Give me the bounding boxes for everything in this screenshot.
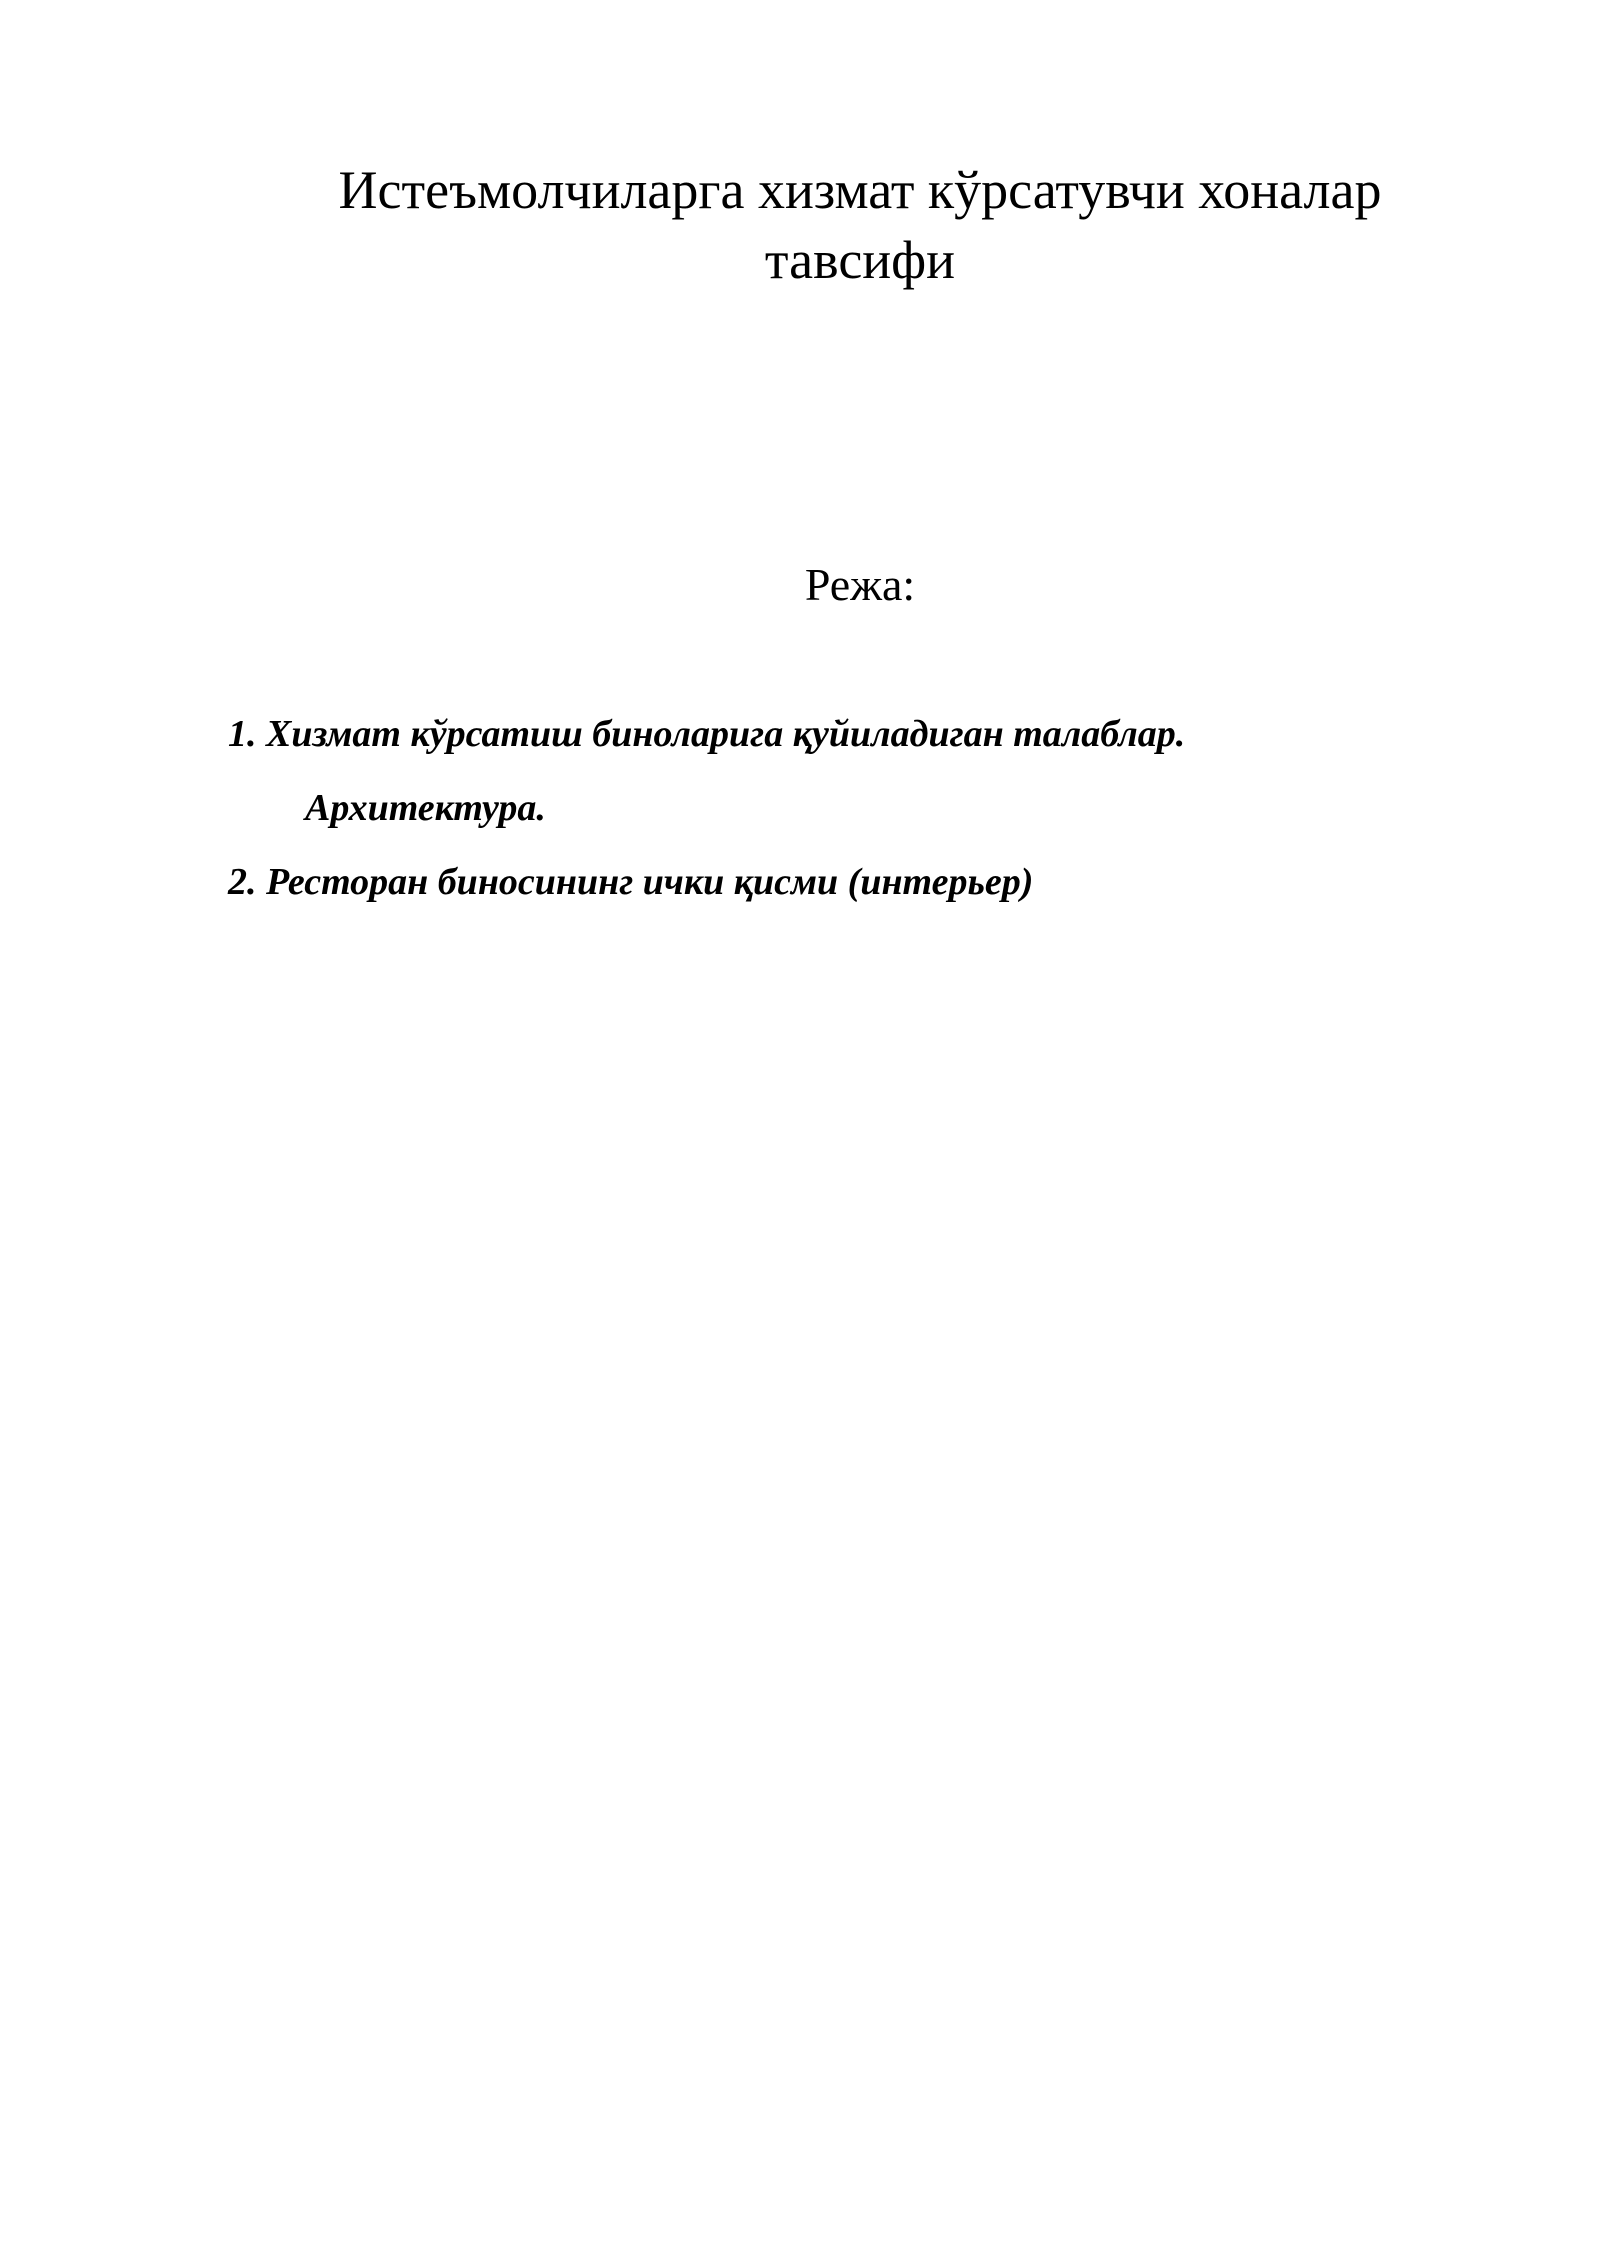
plan-list [228, 697, 1478, 919]
plan-item-1 [228, 697, 1478, 845]
plan-item-text: Ресторан биносининг ички қисми (интерьер) [266, 861, 1034, 903]
plan-item-number: 1. [228, 713, 257, 755]
plan-item-text: Хизмат кўрсатиш биноларига қуйиладиган талаблар. [266, 713, 1186, 755]
document-title-line-1: Истеъмолчиларга хизмат кўрсатувчи хоналар [338, 160, 1382, 220]
plan-item-2 [228, 845, 1478, 919]
plan-heading: Режа: [804, 559, 916, 610]
document-title-line-2: тавсифи [764, 230, 956, 290]
plan-item-number: 2. [228, 861, 257, 903]
document-title [270, 155, 1450, 295]
plan-item-continuation: Архитектура. [305, 787, 546, 829]
